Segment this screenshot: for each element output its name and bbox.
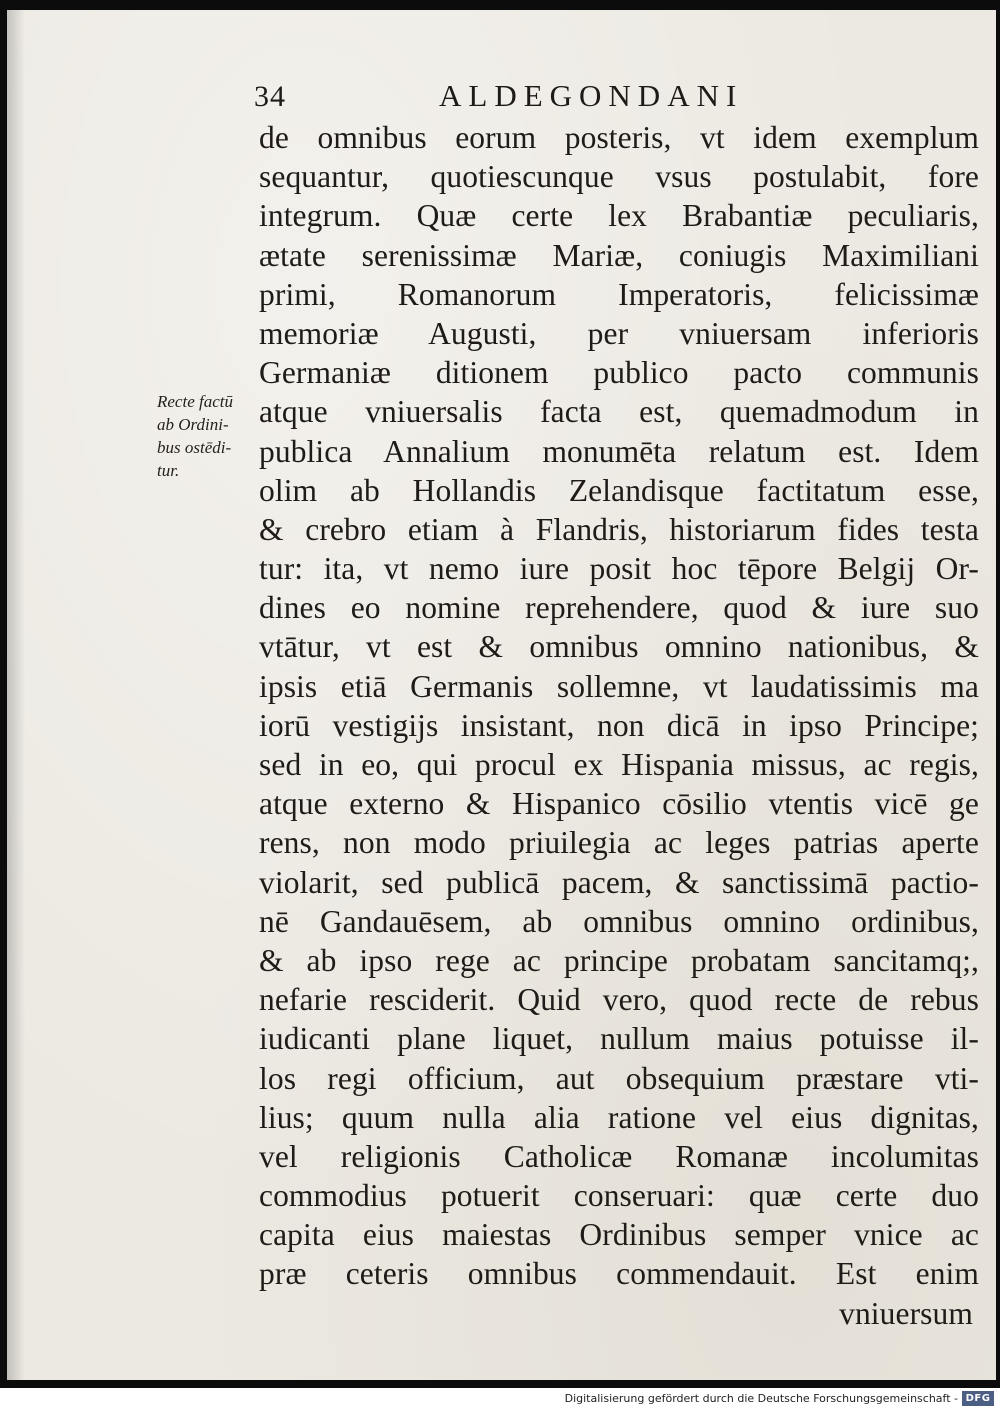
text-line: atque externo & Hispanico cōsilio vtentis vicē ge <box>259 786 979 822</box>
text-line: los regi officium, aut obsequium præstare vti- <box>259 1060 979 1096</box>
text-line: atque vniuersalis facta est, quemadmodum in <box>259 394 979 430</box>
text-line: Germaniæ ditionem publico pacto communis <box>259 355 979 391</box>
text-line: vel religionis Catholicæ Romanæ incolumitas <box>259 1138 979 1174</box>
text-line: & ab ipso rege ac principe probatam sancitamq;, <box>259 942 979 978</box>
text-line: publica Annalium monumēta relatum est. Idem <box>259 433 979 469</box>
marginal-note-line: tur. <box>157 461 180 480</box>
text-line: vtātur, vt est & omnibus omnino nationibus, & <box>259 629 979 665</box>
body-text <box>259 118 979 1333</box>
catchword: vniuersum <box>839 1295 973 1331</box>
text-line: integrum. Quæ certe lex Brabantiæ peculiaris, <box>259 198 979 234</box>
text-line: præ ceteris omnibus commendauit. Est enim <box>259 1256 979 1292</box>
dfg-logo-icon: DFG <box>962 1391 994 1406</box>
book-page <box>7 10 996 1380</box>
text-line: olim ab Hollandis Zelandisque factitatum esse, <box>259 472 979 508</box>
text-line: iudicanti plane liquet, nullum maius potuisse il- <box>259 1021 979 1057</box>
marginal-note-line: bus ostēdi- <box>157 438 232 457</box>
marginal-note-line: ab Ordini- <box>157 415 229 434</box>
text-line: dines eo nomine reprehendere, quod & iure suo <box>259 590 979 626</box>
text-line: nefarie resciderit. Quid vero, quod recte de rebus <box>259 982 979 1018</box>
text-line: ætate serenissimæ Mariæ, coniugis Maximiliani <box>259 237 979 273</box>
text-line: sequantur, quotiescunque vsus postulabit, fore <box>259 159 979 195</box>
funding-notice: Digitalisierung gefördert durch die Deutsche Forschungsgemeinschaft - <box>564 1392 958 1405</box>
text-line: tur: ita, vt nemo iure posit hoc tēpore Belgij Or- <box>259 551 979 587</box>
text-line: capita eius maiestas Ordinibus semper vnice ac <box>259 1217 979 1253</box>
text-line: & crebro etiam à Flandris, historiarum fides testa <box>259 511 979 547</box>
text-line: primi, Romanorum Imperatoris, felicissimæ <box>259 276 979 312</box>
text-line: ipsis etiā Germanis sollemne, vt laudatissimis ma <box>259 668 979 704</box>
page-number: 34 <box>254 80 286 113</box>
text-line: sed in eo, qui procul ex Hispania missus, ac regis, <box>259 747 979 782</box>
text-line: rens, non modo priuilegia ac leges patrias aperte <box>259 825 979 861</box>
text-line: de omnibus eorum posteris, vt idem exemplum <box>259 120 979 155</box>
marginal-note-line: Recte factū <box>157 392 233 411</box>
text-line: memoriæ Augusti, per vniuersam inferioris <box>259 315 979 351</box>
running-head: ALDEGONDANI <box>439 78 744 113</box>
text-line: lius; quum nulla alia ratione vel eius dignitas, <box>259 1099 979 1135</box>
footer-bar <box>0 1388 1000 1411</box>
text-line: violarit, sed publicā pacem, & sanctissimā pactio- <box>259 864 979 900</box>
page-gutter-shadow <box>7 10 25 1380</box>
text-line: commodius potuerit conseruari: quæ certe duo <box>259 1178 979 1214</box>
text-line: nē Gandauēsem, ab omnibus omnino ordinibus, <box>259 903 979 939</box>
marginal-note <box>157 390 267 482</box>
text-line: iorū vestigijs insistant, non dicā in ipso Principe; <box>259 707 979 743</box>
